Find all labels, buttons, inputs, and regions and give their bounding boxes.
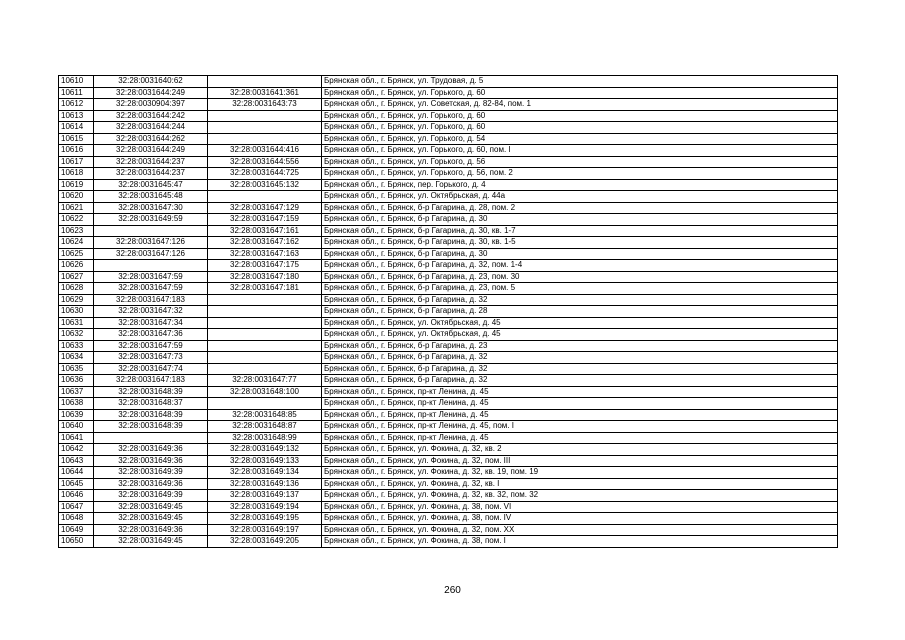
- linked-cadastral-number-cell: 32:28:0031648:85: [208, 409, 322, 421]
- row-number-cell: 10617: [59, 156, 94, 168]
- cadastral-number-cell: 32:28:0031645:47: [94, 179, 208, 191]
- address-cell: Брянская обл., г. Брянск, пр-кт Ленина, д. 45: [322, 409, 838, 421]
- table-row: [59, 444, 838, 456]
- table-row: [59, 513, 838, 525]
- cadastral-table: [58, 75, 838, 548]
- cadastral-number-cell: 32:28:0031649:39: [94, 467, 208, 479]
- address-cell: Брянская обл., г. Брянск, ул. Горького, д. 56: [322, 156, 838, 168]
- address-cell: Брянская обл., г. Брянск, ул. Советская, д. 82-84, пом. 1: [322, 99, 838, 111]
- row-number-cell: 10624: [59, 237, 94, 249]
- linked-cadastral-number-cell: 32:28:0031647:129: [208, 202, 322, 214]
- table-row: [59, 536, 838, 548]
- row-number-cell: 10615: [59, 133, 94, 145]
- row-number-cell: 10637: [59, 386, 94, 398]
- cadastral-number-cell: 32:28:0031647:183: [94, 294, 208, 306]
- linked-cadastral-number-cell: 32:28:0031644:556: [208, 156, 322, 168]
- row-number-cell: 10648: [59, 513, 94, 525]
- cadastral-number-cell: 32:28:0031649:39: [94, 490, 208, 502]
- cadastral-number-cell: 32:28:0031649:45: [94, 513, 208, 525]
- cadastral-number-cell: 32:28:0031645:48: [94, 191, 208, 203]
- cadastral-number-cell: 32:28:0031644:244: [94, 122, 208, 134]
- cadastral-number-cell: 32:28:0031648:39: [94, 421, 208, 433]
- table-row: [59, 271, 838, 283]
- address-cell: Брянская обл., г. Брянск, ул. Октябрьская, д. 45: [322, 329, 838, 341]
- table-row: [59, 133, 838, 145]
- table-row: [59, 99, 838, 111]
- table-row: [59, 386, 838, 398]
- linked-cadastral-number-cell: [208, 398, 322, 410]
- address-cell: Брянская обл., г. Брянск, ул. Горького, д. 60: [322, 122, 838, 134]
- linked-cadastral-number-cell: 32:28:0031643:73: [208, 99, 322, 111]
- row-number-cell: 10642: [59, 444, 94, 456]
- linked-cadastral-number-cell: 32:28:0031647:161: [208, 225, 322, 237]
- cadastral-number-cell: 32:28:0031644:249: [94, 145, 208, 157]
- linked-cadastral-number-cell: 32:28:0031647:163: [208, 248, 322, 260]
- row-number-cell: 10621: [59, 202, 94, 214]
- address-cell: Брянская обл., г. Брянск, пр-кт Ленина, д. 45: [322, 386, 838, 398]
- address-cell: Брянская обл., г. Брянск, б-р Гагарина, д. 32: [322, 363, 838, 375]
- table-row: [59, 122, 838, 134]
- address-cell: Брянская обл., г. Брянск, б-р Гагарина, д. 28: [322, 306, 838, 318]
- row-number-cell: 10633: [59, 340, 94, 352]
- address-cell: Брянская обл., г. Брянск, пр-кт Ленина, д. 45: [322, 398, 838, 410]
- linked-cadastral-number-cell: [208, 306, 322, 318]
- table-row: [59, 317, 838, 329]
- table-row: [59, 225, 838, 237]
- linked-cadastral-number-cell: 32:28:0031649:133: [208, 455, 322, 467]
- address-cell: Брянская обл., г. Брянск, ул. Фокина, д. 32, пом. III: [322, 455, 838, 467]
- table-row: [59, 202, 838, 214]
- row-number-cell: 10611: [59, 87, 94, 99]
- table-row: [59, 352, 838, 364]
- cadastral-number-cell: 32:28:0031647:126: [94, 237, 208, 249]
- cadastral-table-body: [59, 76, 838, 548]
- linked-cadastral-number-cell: 32:28:0031647:162: [208, 237, 322, 249]
- row-number-cell: 10612: [59, 99, 94, 111]
- address-cell: Брянская обл., г. Брянск, пр-кт Ленина, д. 45: [322, 432, 838, 444]
- address-cell: Брянская обл., г. Брянск, ул. Фокина, д. 38, пом. I: [322, 536, 838, 548]
- cadastral-number-cell: 32:28:0031644:249: [94, 87, 208, 99]
- table-row: [59, 156, 838, 168]
- linked-cadastral-number-cell: [208, 110, 322, 122]
- cadastral-number-cell: 32:28:0031647:73: [94, 352, 208, 364]
- table-row: [59, 524, 838, 536]
- table-row: [59, 421, 838, 433]
- linked-cadastral-number-cell: 32:28:0031647:181: [208, 283, 322, 295]
- cadastral-number-cell: 32:28:0031647:126: [94, 248, 208, 260]
- address-cell: Брянская обл., г. Брянск, б-р Гагарина, д. 30: [322, 214, 838, 226]
- table-row: [59, 455, 838, 467]
- linked-cadastral-number-cell: 32:28:0031644:416: [208, 145, 322, 157]
- linked-cadastral-number-cell: [208, 294, 322, 306]
- linked-cadastral-number-cell: [208, 191, 322, 203]
- cadastral-number-cell: 32:28:0031644:262: [94, 133, 208, 145]
- address-cell: Брянская обл., г. Брянск, б-р Гагарина, д. 32: [322, 352, 838, 364]
- cadastral-number-cell: 32:28:0031648:39: [94, 386, 208, 398]
- table-row: [59, 294, 838, 306]
- linked-cadastral-number-cell: 32:28:0031645:132: [208, 179, 322, 191]
- row-number-cell: 10632: [59, 329, 94, 341]
- cadastral-number-cell: [94, 432, 208, 444]
- address-cell: Брянская обл., г. Брянск, б-р Гагарина, д. 23: [322, 340, 838, 352]
- cadastral-number-cell: 32:28:0031649:59: [94, 214, 208, 226]
- table-row: [59, 432, 838, 444]
- linked-cadastral-number-cell: 32:28:0031649:197: [208, 524, 322, 536]
- row-number-cell: 10646: [59, 490, 94, 502]
- table-row: [59, 260, 838, 272]
- table-row: [59, 329, 838, 341]
- row-number-cell: 10649: [59, 524, 94, 536]
- linked-cadastral-number-cell: 32:28:0031647:77: [208, 375, 322, 387]
- address-cell: Брянская обл., г. Брянск, б-р Гагарина, д. 32: [322, 294, 838, 306]
- table-row: [59, 179, 838, 191]
- address-cell: Брянская обл., г. Брянск, ул. Октябрьская, д. 45: [322, 317, 838, 329]
- row-number-cell: 10631: [59, 317, 94, 329]
- address-cell: Брянская обл., г. Брянск, ул. Трудовая, д. 5: [322, 76, 838, 88]
- row-number-cell: 10619: [59, 179, 94, 191]
- cadastral-number-cell: 32:28:0031649:36: [94, 524, 208, 536]
- row-number-cell: 10627: [59, 271, 94, 283]
- linked-cadastral-number-cell: [208, 317, 322, 329]
- address-cell: Брянская обл., г. Брянск, б-р Гагарина, д. 23, пом. 5: [322, 283, 838, 295]
- linked-cadastral-number-cell: 32:28:0031649:205: [208, 536, 322, 548]
- linked-cadastral-number-cell: 32:28:0031644:725: [208, 168, 322, 180]
- cadastral-number-cell: 32:28:0031647:183: [94, 375, 208, 387]
- address-cell: Брянская обл., г. Брянск, пер. Горького, д. 4: [322, 179, 838, 191]
- table-row: [59, 168, 838, 180]
- address-cell: Брянская обл., г. Брянск, б-р Гагарина, д. 30, кв. 1-7: [322, 225, 838, 237]
- address-cell: Брянская обл., г. Брянск, б-р Гагарина, д. 32, пом. 1-4: [322, 260, 838, 272]
- cadastral-number-cell: 32:28:0031649:45: [94, 536, 208, 548]
- cadastral-number-cell: 32:28:0031647:30: [94, 202, 208, 214]
- page-number: 260: [444, 585, 461, 596]
- address-cell: Брянская обл., г. Брянск, ул. Горького, д. 56, пом. 2: [322, 168, 838, 180]
- table-row: [59, 478, 838, 490]
- address-cell: Брянская обл., г. Брянск, ул. Фокина, д. 32, кв. 32, пом. 32: [322, 490, 838, 502]
- cadastral-number-cell: 32:28:0031647:59: [94, 283, 208, 295]
- row-number-cell: 10628: [59, 283, 94, 295]
- linked-cadastral-number-cell: 32:28:0031648:100: [208, 386, 322, 398]
- row-number-cell: 10635: [59, 363, 94, 375]
- address-cell: Брянская обл., г. Брянск, б-р Гагарина, д. 23, пом. 30: [322, 271, 838, 283]
- table-row: [59, 214, 838, 226]
- table-row: [59, 87, 838, 99]
- table-row: [59, 490, 838, 502]
- address-cell: Брянская обл., г. Брянск, ул. Октябрьская, д. 44а: [322, 191, 838, 203]
- row-number-cell: 10629: [59, 294, 94, 306]
- linked-cadastral-number-cell: [208, 76, 322, 88]
- address-cell: Брянская обл., г. Брянск, ул. Горького, д. 60, пом. I: [322, 145, 838, 157]
- table-row: [59, 409, 838, 421]
- cadastral-number-cell: 32:28:0031647:32: [94, 306, 208, 318]
- row-number-cell: 10622: [59, 214, 94, 226]
- address-cell: Брянская обл., г. Брянск, ул. Фокина, д. 32, кв. 2: [322, 444, 838, 456]
- row-number-cell: 10610: [59, 76, 94, 88]
- cadastral-number-cell: 32:28:0031647:74: [94, 363, 208, 375]
- linked-cadastral-number-cell: [208, 363, 322, 375]
- cadastral-number-cell: 32:28:0031649:36: [94, 455, 208, 467]
- row-number-cell: 10614: [59, 122, 94, 134]
- address-cell: Брянская обл., г. Брянск, ул. Фокина, д. 32, кв. 19, пом. 19: [322, 467, 838, 479]
- address-cell: Брянская обл., г. Брянск, ул. Горького, д. 60: [322, 110, 838, 122]
- table-row: [59, 501, 838, 513]
- row-number-cell: 10636: [59, 375, 94, 387]
- linked-cadastral-number-cell: 32:28:0031649:136: [208, 478, 322, 490]
- table-row: [59, 363, 838, 375]
- cadastral-number-cell: 32:28:0031644:237: [94, 156, 208, 168]
- cadastral-number-cell: 32:28:0031648:39: [94, 409, 208, 421]
- address-cell: Брянская обл., г. Брянск, ул. Горького, д. 54: [322, 133, 838, 145]
- row-number-cell: 10638: [59, 398, 94, 410]
- cadastral-number-cell: 32:28:0031644:242: [94, 110, 208, 122]
- address-cell: Брянская обл., г. Брянск, ул. Горького, д. 60: [322, 87, 838, 99]
- row-number-cell: 10616: [59, 145, 94, 157]
- linked-cadastral-number-cell: 32:28:0031648:87: [208, 421, 322, 433]
- address-cell: Брянская обл., г. Брянск, б-р Гагарина, д. 28, пом. 2: [322, 202, 838, 214]
- linked-cadastral-number-cell: 32:28:0031649:134: [208, 467, 322, 479]
- linked-cadastral-number-cell: 32:28:0031649:194: [208, 501, 322, 513]
- row-number-cell: 10620: [59, 191, 94, 203]
- address-cell: Брянская обл., г. Брянск, пр-кт Ленина, д. 45, пом. I: [322, 421, 838, 433]
- cadastral-number-cell: 32:28:0030904:397: [94, 99, 208, 111]
- row-number-cell: 10650: [59, 536, 94, 548]
- table-row: [59, 467, 838, 479]
- cadastral-number-cell: 32:28:0031647:36: [94, 329, 208, 341]
- linked-cadastral-number-cell: 32:28:0031647:175: [208, 260, 322, 272]
- row-number-cell: 10640: [59, 421, 94, 433]
- row-number-cell: 10641: [59, 432, 94, 444]
- linked-cadastral-number-cell: [208, 329, 322, 341]
- table-row: [59, 237, 838, 249]
- address-cell: Брянская обл., г. Брянск, б-р Гагарина, д. 32: [322, 375, 838, 387]
- table-row: [59, 110, 838, 122]
- cadastral-number-cell: 32:28:0031649:36: [94, 444, 208, 456]
- table-row: [59, 76, 838, 88]
- row-number-cell: 10647: [59, 501, 94, 513]
- linked-cadastral-number-cell: [208, 340, 322, 352]
- table-row: [59, 283, 838, 295]
- row-number-cell: 10645: [59, 478, 94, 490]
- row-number-cell: 10618: [59, 168, 94, 180]
- address-cell: Брянская обл., г. Брянск, ул. Фокина, д. 32, кв. I: [322, 478, 838, 490]
- address-cell: Брянская обл., г. Брянск, ул. Фокина, д. 38, пом. IV: [322, 513, 838, 525]
- linked-cadastral-number-cell: 32:28:0031647:159: [208, 214, 322, 226]
- linked-cadastral-number-cell: 32:28:0031641:361: [208, 87, 322, 99]
- row-number-cell: 10623: [59, 225, 94, 237]
- linked-cadastral-number-cell: 32:28:0031649:137: [208, 490, 322, 502]
- address-cell: Брянская обл., г. Брянск, ул. Фокина, д. 38, пом. VI: [322, 501, 838, 513]
- table-row: [59, 145, 838, 157]
- address-cell: Брянская обл., г. Брянск, ул. Фокина, д. 32, пом. XX: [322, 524, 838, 536]
- linked-cadastral-number-cell: [208, 352, 322, 364]
- table-row: [59, 191, 838, 203]
- cadastral-number-cell: 32:28:0031647:59: [94, 271, 208, 283]
- linked-cadastral-number-cell: 32:28:0031648:99: [208, 432, 322, 444]
- row-number-cell: 10639: [59, 409, 94, 421]
- linked-cadastral-number-cell: 32:28:0031649:132: [208, 444, 322, 456]
- row-number-cell: 10613: [59, 110, 94, 122]
- table-row: [59, 398, 838, 410]
- row-number-cell: 10643: [59, 455, 94, 467]
- cadastral-number-cell: 32:28:0031647:34: [94, 317, 208, 329]
- linked-cadastral-number-cell: [208, 133, 322, 145]
- cadastral-number-cell: 32:28:0031649:36: [94, 478, 208, 490]
- linked-cadastral-number-cell: 32:28:0031649:195: [208, 513, 322, 525]
- table-row: [59, 375, 838, 387]
- cadastral-number-cell: [94, 225, 208, 237]
- row-number-cell: 10644: [59, 467, 94, 479]
- row-number-cell: 10625: [59, 248, 94, 260]
- table-row: [59, 248, 838, 260]
- table-row: [59, 340, 838, 352]
- cadastral-number-cell: 32:28:0031648:37: [94, 398, 208, 410]
- cadastral-number-cell: 32:28:0031640:62: [94, 76, 208, 88]
- cadastral-number-cell: 32:28:0031649:45: [94, 501, 208, 513]
- row-number-cell: 10626: [59, 260, 94, 272]
- linked-cadastral-number-cell: [208, 122, 322, 134]
- cadastral-number-cell: 32:28:0031644:237: [94, 168, 208, 180]
- cadastral-number-cell: 32:28:0031647:59: [94, 340, 208, 352]
- table-row: [59, 306, 838, 318]
- linked-cadastral-number-cell: 32:28:0031647:180: [208, 271, 322, 283]
- address-cell: Брянская обл., г. Брянск, б-р Гагарина, д. 30: [322, 248, 838, 260]
- row-number-cell: 10634: [59, 352, 94, 364]
- row-number-cell: 10630: [59, 306, 94, 318]
- cadastral-number-cell: [94, 260, 208, 272]
- address-cell: Брянская обл., г. Брянск, б-р Гагарина, д. 30, кв. 1-5: [322, 237, 838, 249]
